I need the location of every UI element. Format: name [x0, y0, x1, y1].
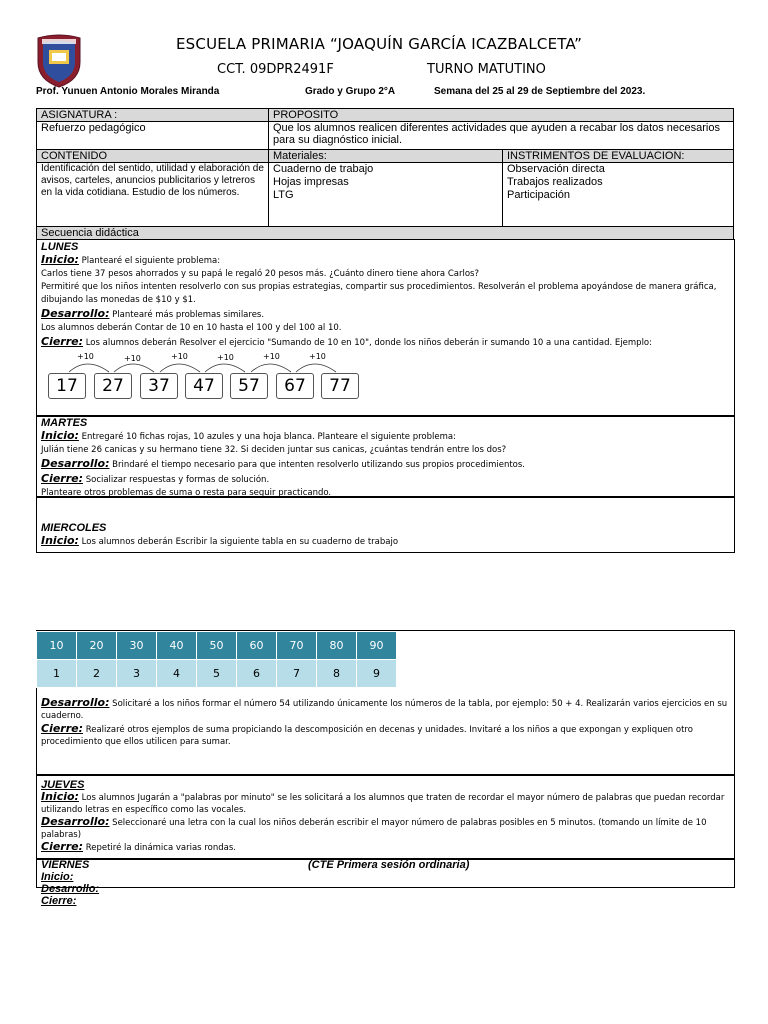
- tens-cell: 10: [37, 632, 77, 660]
- contenido-value: Identificación del sentido, utilidad y elaboración de avisos, carteles, anuncios publicitarios y letreros en la vida cotidiana. Estudio de los números.: [37, 163, 269, 227]
- units-cell: 6: [237, 660, 277, 688]
- sequence-number: 27: [94, 373, 132, 399]
- desarrollo-text: Brindaré el tiempo necesario para que intenten resolverlo utilizando sus propios procedimientos.: [112, 460, 526, 470]
- desarrollo-label: Desarrollo:: [41, 457, 110, 470]
- martes-section: [36, 415, 735, 498]
- units-cell: 5: [197, 660, 237, 688]
- cierre-label: Cierre:: [41, 335, 84, 348]
- sequence-number: 17: [48, 373, 86, 399]
- tens-cell: 30: [117, 632, 157, 660]
- tens-cell: 80: [317, 632, 357, 660]
- tens-cell: 20: [77, 632, 117, 660]
- desarrollo-label: Desarrollo:: [41, 883, 100, 895]
- materiales-list: [269, 163, 503, 227]
- day-title: VIERNES: [41, 859, 90, 871]
- contenido-header: CONTENIDO: [37, 150, 269, 163]
- day-title: JUEVES: [41, 779, 85, 791]
- inicio-text: Entregaré 10 fichas rojas, 10 azules y una hoja blanca. Planteare el siguiente problema:: [81, 432, 456, 442]
- jueves-section: [36, 774, 735, 860]
- proposito-header: PROPOSITO: [269, 109, 734, 122]
- inicio-label: Inicio:: [41, 871, 74, 883]
- cierre-label: Cierre:: [41, 722, 84, 735]
- units-cell: 9: [357, 660, 397, 688]
- inicio-label: Inicio:: [41, 253, 79, 266]
- cierre-label: Cierre:: [41, 472, 84, 485]
- plus-ten-label: +10: [309, 352, 326, 361]
- plus-ten-label: +10: [171, 352, 188, 361]
- secuencia-header: Secuencia didáctica: [37, 227, 734, 240]
- problem-text: Carlos tiene 37 pesos ahorrados y su papá le regaló 20 pesos más. ¿Cuánto dinero tiene ahora Carlos?: [41, 269, 479, 279]
- instrumentos-header: INSTRIMENTOS DE EVALUACION:: [503, 150, 734, 163]
- day-title: MIERCOLES: [41, 522, 107, 534]
- inicio-text: Plantearé el siguiente problema:: [81, 256, 221, 266]
- instrumento-item: Observación directa: [507, 163, 605, 175]
- sequence-number: 77: [321, 373, 359, 399]
- cct-code: CCT. 09DPR2491F: [217, 62, 334, 77]
- material-item: Cuaderno de trabajo: [273, 163, 374, 175]
- school-title: ESCUELA PRIMARIA “JOAQUÍN GARCÍA ICAZBALCETA”: [176, 35, 583, 53]
- sequence-number: 67: [276, 373, 314, 399]
- desarrollo-text: Plantearé más problemas similares.: [112, 310, 265, 320]
- lunes-section: [36, 239, 735, 417]
- inicio-label: Inicio:: [41, 790, 79, 803]
- desarrollo-label: Desarrollo:: [41, 307, 110, 320]
- asignatura-header: ASIGNATURA :: [37, 109, 269, 122]
- units-cell: 2: [77, 660, 117, 688]
- inicio-label: Inicio:: [41, 534, 79, 547]
- plus-ten-label: +10: [124, 354, 141, 363]
- planning-table: [36, 108, 734, 240]
- sequence-number: 57: [230, 373, 268, 399]
- desarrollo-label: Desarrollo:: [41, 815, 110, 828]
- teacher-name: Prof. Yunuen Antonio Morales Miranda: [36, 86, 220, 97]
- plus-ten-label: +10: [77, 352, 94, 361]
- tens-cell: 40: [157, 632, 197, 660]
- units-cell: 1: [37, 660, 77, 688]
- cierre-text: Socializar respuestas y formas de solución.: [85, 475, 270, 485]
- school-crest-logo: [34, 34, 84, 88]
- units-cell: 4: [157, 660, 197, 688]
- grade-group: Grado y Grupo 2°A: [305, 86, 396, 97]
- sequence-number: 47: [185, 373, 223, 399]
- tens-units-table: [36, 631, 397, 688]
- plus-ten-label: +10: [263, 352, 280, 361]
- miercoles-section: [36, 496, 735, 553]
- material-item: LTG: [273, 189, 294, 201]
- units-cell: 7: [277, 660, 317, 688]
- strategy-text: Permitiré que los niños intenten resolverlo con sus propias estrategias, compartir sus procedimientos. Resolverán el problema apoyándose de manera gráfica, dibujando las monedas de $10 y $1.: [41, 282, 717, 305]
- tens-cell: 70: [277, 632, 317, 660]
- asignatura-value: Refuerzo pedagógico: [37, 122, 269, 150]
- plus-ten-label: +10: [217, 353, 234, 362]
- extra-text: Planteare otros problemas de suma o resta para seguir practicando.: [41, 488, 332, 498]
- tens-cell: 50: [197, 632, 237, 660]
- desarrollo-text: Solicitaré a los niños formar el número 54 utilizando únicamente los números de la tabla, por ejemplo: 50 + 4. Realizarán varios ejercicios en su cuaderno.: [41, 699, 728, 721]
- instrumentos-list: [503, 163, 734, 227]
- day-title: LUNES: [41, 241, 79, 253]
- cierre-label: Cierre:: [41, 895, 77, 907]
- tens-cell: 90: [357, 632, 397, 660]
- cte-note: (CTE Primera sesión ordinaria): [308, 859, 470, 871]
- day-title: MARTES: [41, 417, 88, 429]
- inicio-label: Inicio:: [41, 429, 79, 442]
- instrumento-item: Trabajos realizados: [507, 176, 603, 188]
- cierre-label: Cierre:: [41, 840, 84, 853]
- materiales-header: Materiales:: [269, 150, 503, 163]
- cierre-text: Realizaré otros ejemplos de suma propiciando la descomposición en decenas y unidades. Invitaré a los niños a que expongan y expliquen otro procedimiento que ellos utilicen para sumar.: [41, 725, 693, 747]
- instrumento-item: Participación: [507, 189, 570, 201]
- inicio-text: Los alumnos deberán Escribir la siguiente tabla en su cuaderno de trabajo: [81, 537, 399, 547]
- material-item: Hojas impresas: [273, 176, 349, 188]
- count-text: Los alumnos deberán Contar de 10 en 10 hasta el 100 y del 100 al 10.: [41, 323, 342, 333]
- proposito-value: Que los alumnos realicen diferentes actividades que ayuden a recabar los datos necesarios para su diagnóstico inicial.: [269, 122, 734, 150]
- shift-label: TURNO MATUTINO: [427, 62, 546, 77]
- problem-text: Julián tiene 26 canicas y su hermano tiene 32. Si deciden juntar sus canicas, ¿cuántas tendrán entre los dos?: [41, 445, 507, 455]
- week-range: Semana del 25 al 29 de Septiembre del 2023.: [434, 86, 646, 97]
- sequence-number: 37: [140, 373, 178, 399]
- desarrollo-text: Seleccionaré una letra con la cual los niños deberán escribir el mayor número de palabras posibles en 5 minutos. (tomando un límite de 10 palabras): [41, 818, 707, 840]
- cierre-text: Repetiré la dinámica varias rondas.: [85, 843, 236, 853]
- inicio-text: Los alumnos Jugarán a "palabras por minuto" se les solicitará a los alumnos que traten de recordar el mayor número de palabras que puedan recordar utilizando letras en específico como las vocales.: [41, 793, 725, 815]
- viernes-section: [36, 858, 735, 907]
- units-cell: 8: [317, 660, 357, 688]
- desarrollo-label: Desarrollo:: [41, 696, 110, 709]
- cierre-text: Los alumnos deberán Resolver el ejercicio "Sumando de 10 en 10", donde los niños deberán ir sumando 10 a una cantidad. Ejemplo:: [85, 338, 652, 348]
- units-cell: 3: [117, 660, 157, 688]
- tens-cell: 60: [237, 632, 277, 660]
